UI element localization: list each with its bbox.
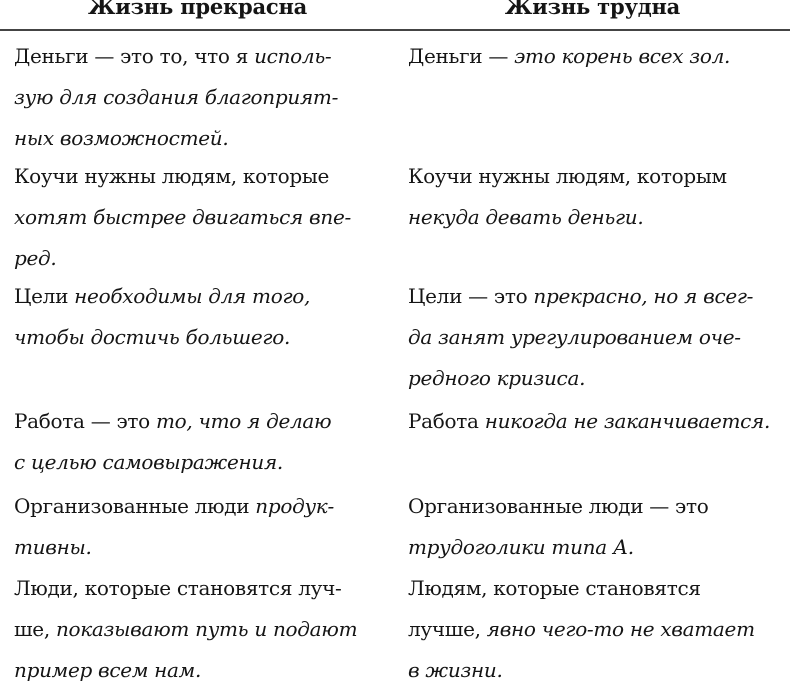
column-header-life-is-good: Жизнь прекрасна	[87, 0, 308, 19]
italic-text: явно чего-то не хватает	[486, 617, 755, 641]
italic-text: в жизни.	[408, 658, 503, 682]
regular-text: Деньги — это то, что я	[14, 44, 255, 68]
text-line	[14, 118, 338, 159]
italic-text: продук-	[255, 494, 334, 518]
regular-text: Организованные люди — это	[408, 494, 709, 518]
text-line	[408, 156, 727, 197]
text-line	[14, 527, 334, 568]
table-cell-right	[408, 276, 753, 399]
italic-text: с целью самовыражения.	[14, 450, 283, 474]
regular-text: Работа — это	[14, 409, 156, 433]
regular-text: ше,	[14, 617, 56, 641]
text-line	[14, 568, 357, 609]
column-header-life-is-hard: Жизнь трудна	[504, 0, 681, 19]
text-line	[408, 486, 708, 527]
regular-text: Организованные люди	[14, 494, 256, 518]
text-line	[408, 317, 753, 358]
text-line	[14, 197, 351, 238]
italic-text: хотят быстрее двигаться впе-	[14, 205, 351, 229]
table-cell-left	[14, 156, 351, 279]
header-divider	[0, 29, 790, 31]
text-line	[14, 609, 357, 650]
italic-text: необходимы для того,	[74, 284, 311, 308]
text-line	[14, 276, 310, 317]
text-line	[14, 401, 331, 442]
text-line	[408, 401, 770, 442]
regular-text: Деньги —	[408, 44, 515, 68]
text-line	[14, 156, 351, 197]
italic-text: это корень всех зол.	[514, 44, 731, 68]
text-line	[408, 568, 755, 609]
regular-text: Цели	[14, 284, 75, 308]
table-cell-right	[408, 156, 727, 238]
text-line	[14, 442, 331, 483]
italic-text: ных возможностей.	[14, 126, 229, 150]
text-line	[408, 36, 730, 77]
text-line	[408, 276, 753, 317]
italic-text: тивны.	[14, 535, 92, 559]
regular-text: лучше,	[408, 617, 487, 641]
regular-text: Людям, которые становятся	[408, 576, 701, 600]
text-line	[14, 238, 351, 279]
italic-text: трудоголики типа А.	[408, 535, 634, 559]
text-line	[14, 36, 338, 77]
text-line	[408, 358, 753, 399]
text-line	[408, 609, 755, 650]
table-cell-left	[14, 401, 331, 483]
table-cell-left	[14, 36, 338, 159]
table-cell-right	[408, 568, 755, 691]
regular-text: Коучи нужны людям, которые	[14, 164, 330, 188]
text-line	[14, 650, 357, 691]
text-line	[14, 317, 310, 358]
regular-text: Цели — это	[408, 284, 534, 308]
text-line	[408, 650, 755, 691]
regular-text: Коучи нужны людям, которым	[408, 164, 727, 188]
italic-text: показывают путь и подают	[55, 617, 358, 641]
italic-text: прекрасно, но я всег-	[533, 284, 754, 308]
italic-text: чтобы достичь большего.	[14, 325, 291, 349]
table-cell-right	[408, 401, 770, 442]
italic-text: редного кризиса.	[408, 366, 586, 390]
text-line	[408, 197, 727, 238]
regular-text: Работа	[408, 409, 485, 433]
italic-text: ред.	[14, 246, 57, 270]
italic-text: да занят урегулированием оче-	[408, 325, 741, 349]
table-cell-left	[14, 486, 334, 568]
table-cell-left	[14, 568, 357, 691]
italic-text: никогда не заканчивается.	[484, 409, 771, 433]
italic-text: исполь-	[254, 44, 332, 68]
table-cell-right	[408, 486, 708, 568]
italic-text: пример всем нам.	[14, 658, 201, 682]
text-line	[14, 77, 338, 118]
table-cell-left	[14, 276, 310, 358]
text-line	[14, 486, 334, 527]
italic-text: зую для создания благоприят-	[14, 85, 339, 109]
italic-text: некуда девать деньги.	[408, 205, 644, 229]
italic-text: то, что я делаю	[155, 409, 332, 433]
text-line	[408, 527, 708, 568]
table-cell-right	[408, 36, 730, 77]
regular-text: Люди, которые становятся луч-	[14, 576, 342, 600]
